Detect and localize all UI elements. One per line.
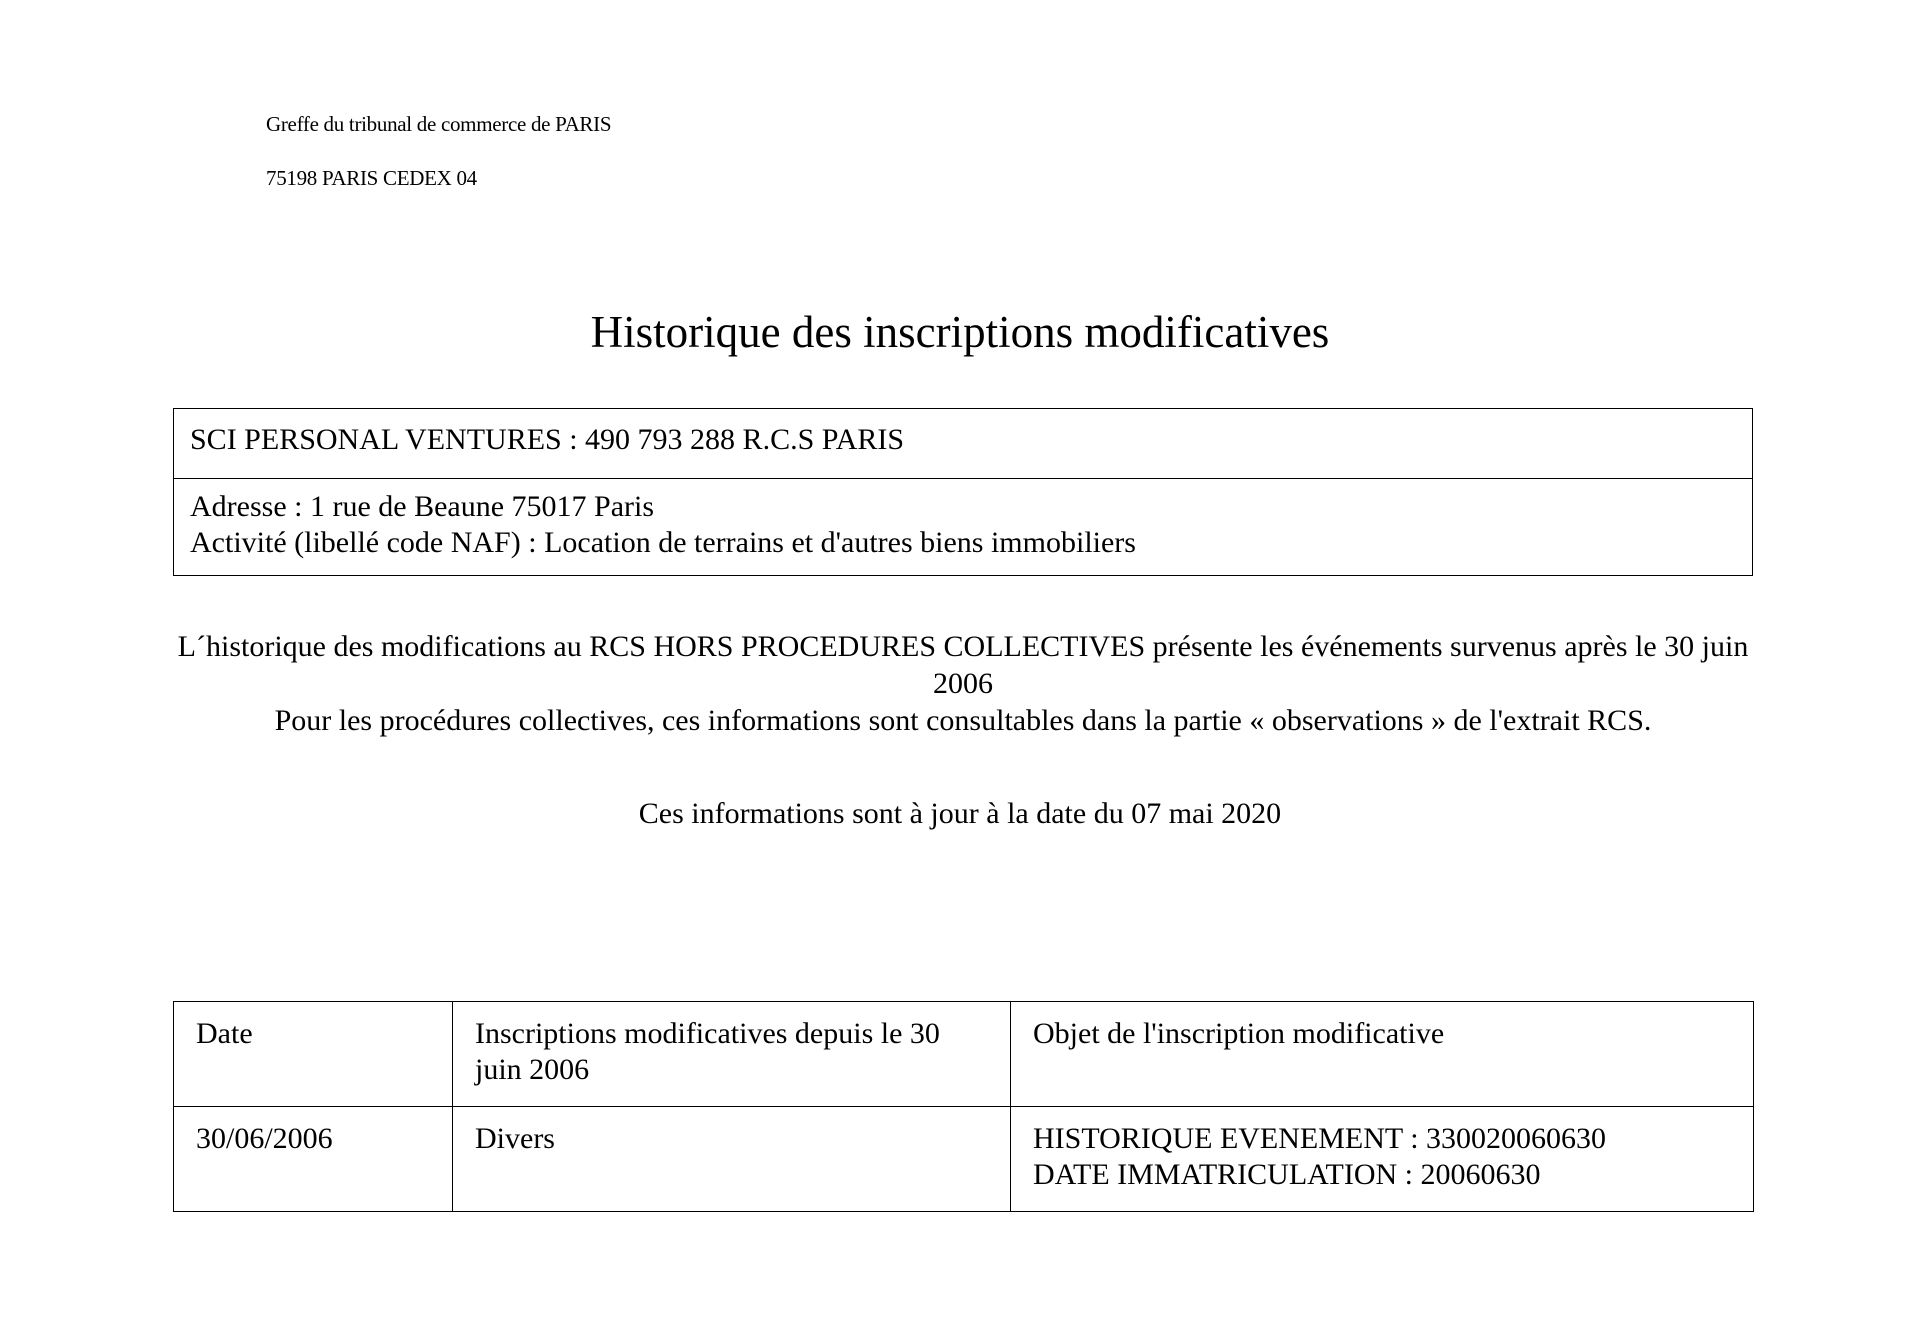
update-date-line: Ces informations sont à jour à la date du 07 mai 2020 [638,797,1282,830]
notice-line-1: L´historique des modifications au RCS HORS PROCEDURES COLLECTIVES présente les événements survenus après le 30 juin 2006 [177,630,1749,700]
court-postal-address: 75198 PARIS CEDEX 04 [266,166,477,190]
court-name: Greffe du tribunal de commerce de PARIS [266,112,612,136]
page-title: Historique des inscriptions modificatives [590,307,1330,357]
notice-text [173,628,1753,739]
table-row [174,1107,1754,1212]
cell-date: 30/06/2006 [174,1107,453,1212]
company-address: Adresse : 1 rue de Beaune 75017 Paris [190,490,655,523]
notice-line-2: Pour les procédures collectives, ces informations sont consultables dans la partie « observations » de l'extrait RCS. [274,704,1652,737]
cell-objet [1011,1107,1754,1212]
cell-type: Divers [453,1107,1011,1212]
company-details [174,479,1752,575]
header-inscriptions: Inscriptions modificatives depuis le 30 juin 2006 [453,1002,1011,1107]
header-date: Date [174,1002,453,1107]
header-objet: Objet de l'inscription modificative [1011,1002,1754,1107]
history-table [173,1001,1754,1212]
objet-line: HISTORIQUE EVENEMENT : 330020060630 [1033,1122,1607,1155]
objet-line: DATE IMMATRICULATION : 20060630 [1033,1158,1541,1191]
company-name-line: SCI PERSONAL VENTURES : 490 793 288 R.C.S PARIS [174,409,1752,479]
table-header-row [174,1002,1754,1107]
company-box [173,408,1753,576]
company-activity: Activité (libellé code NAF) : Location de terrains et d'autres biens immobiliers [190,526,1136,559]
